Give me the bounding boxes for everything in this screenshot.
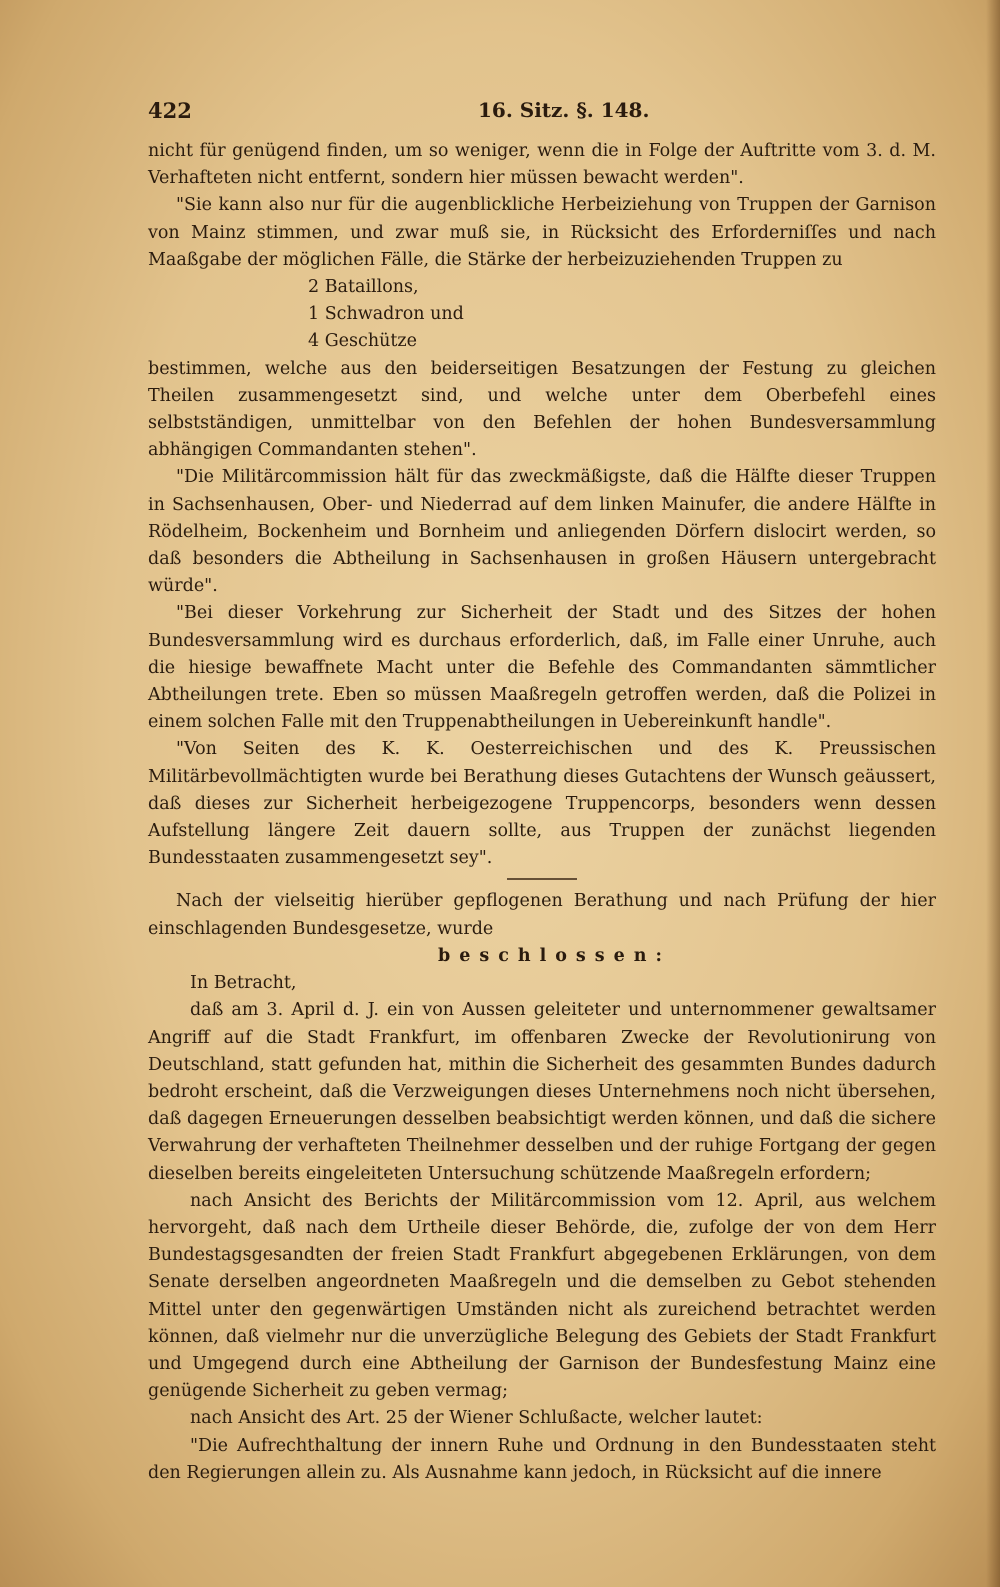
troop-list	[308, 274, 936, 356]
paragraph-8: In Betracht,	[190, 973, 297, 994]
list-item: 4 Geschütze	[308, 331, 417, 352]
page-edge-shadow	[986, 0, 1000, 1587]
running-head: 16. Sitz. §. 148.	[478, 98, 650, 122]
paragraph-10: nach Ansicht des Berichts der Militärcommission vom 12. April, aus welchem hervorgeht, daß nach dem Urtheile dieser Behörde, die, zufolge der von dem Herr Bundestagsgesandten der freien Stadt Frankfurt abgegebenen Erklärungen, von dem Senate derselben angeordneten Maaßregeln und die demselben zu Gebot stehenden Mittel unter den gegenwärtigen Umständen nicht als zureichend betrachtet werden können, daß vielmehr nur die unverzügliche Belegung des Gebiets der Stadt Frankfurt und Umgegend durch eine Abtheilung der Garnison der Bundesfestung Mainz eine genügende Sicherheit zu geben vermag;	[148, 1190, 936, 1402]
paragraph-6: "Von Seiten des K. K. Oesterreichischen und des K. Preussischen Militärbevollmächtigten wurde bei Berathung dieses Gutachtens der Wunsch geäussert, daß dieses zur Sicherheit herbeigezogene Truppencorps, besonders wenn dessen Aufstellung längere Zeit dauern sollte, aus Truppen der zunächst liegenden Bundesstaaten zusammengesetzt sey".	[148, 739, 936, 869]
paragraph-1: nicht für genügend finden, um so weniger, wenn die in Folge der Auftritte vom 3. d. M. Verhafteten nicht entfernt, sondern hier müssen bewacht werden".	[148, 141, 936, 189]
paragraph-7: Nach der vielseitig hierüber gepflogenen Berathung und nach Prüfung der hier einschlagenden Bundesgesetze, wurde	[148, 891, 936, 939]
resolution-heading: beschlossen:	[438, 945, 671, 966]
paragraph-2: "Sie kann also nur für die augenblickliche Herbeiziehung von Truppen der Garnison von Mainz stimmen, und zwar muß sie, in Rücksicht des Erforderniſſes und nach Maaßgabe der möglichen Fälle, die Stärke der herbeizuziehenden Truppen zu	[148, 195, 936, 270]
page-header	[148, 98, 936, 130]
list-item: 1 Schwadron und	[308, 304, 464, 325]
paragraph-11: nach Ansicht des Art. 25 der Wiener Schlußacte, welcher lautet:	[190, 1408, 763, 1429]
paragraph-3: bestimmen, welche aus den beiderseitigen Besatzungen der Festung zu gleichen Theilen zusammengesetzt sind, und welche unter dem Oberbefehl eines selbstständigen, unmittelbar von den Befehlen der hohen Bundesversammlung abhängigen Commandanten stehen".	[148, 358, 936, 461]
list-item: 2 Bataillons,	[308, 277, 419, 298]
page-number: 422	[148, 98, 192, 123]
paragraph-5: "Bei dieser Vorkehrung zur Sicherheit der Stadt und des Sitzes der hohen Bundesversammlung wird es durchaus erforderlich, daß, im Falle einer Unruhe, auch die hiesige bewaffnete Macht unter die Befehle des Commandanten sämmtlicher Abtheilungen trete. Eben so müssen Maaßregeln getroffen werden, daß die Polizei in einem solchen Falle mit den Truppenabtheilungen in Uebereinkunft handle".	[148, 603, 936, 733]
paragraph-12: "Die Aufrechthaltung der innern Ruhe und Ordnung in den Bundesstaaten steht den Regierungen allein zu. Als Ausnahme kann jedoch, in Rücksicht auf die innere	[148, 1435, 936, 1483]
paragraph-9: daß am 3. April d. J. ein von Aussen geleiteter und unternommener gewaltsamer Angriff auf die Stadt Frankfurt, im offenbaren Zwecke der Revolutionirung von Deutschland, statt gefunden hat, mithin die Sicherheit des gesammten Bundes dadurch bedroht erscheint, daß die Verzweigungen dieses Unternehmens noch nicht übersehen, daß dagegen Erneuerungen desselben beabsichtigt werden können, und daß die sichere Verwahrung der verhafteten Theilnehmer desselben und der ruhige Fortgang der gegen dieselben bereits eingeleiteten Untersuchung schützende Maaßregeln erfordern;	[148, 1000, 936, 1184]
body-text	[148, 138, 936, 1487]
paragraph-4: "Die Militärcommission hält für das zweckmäßigste, daß die Hälfte dieser Truppen in Sachsenhausen, Ober- und Niederrad auf dem linken Mainufer, die andere Hälfte in Rödelheim, Bockenheim und Bornheim und anliegenden Dörfern dislocirt werden, so daß besonders die Abtheilung in Sachsenhausen in großen Häusern untergebracht würde".	[148, 467, 936, 597]
section-divider	[507, 878, 577, 880]
